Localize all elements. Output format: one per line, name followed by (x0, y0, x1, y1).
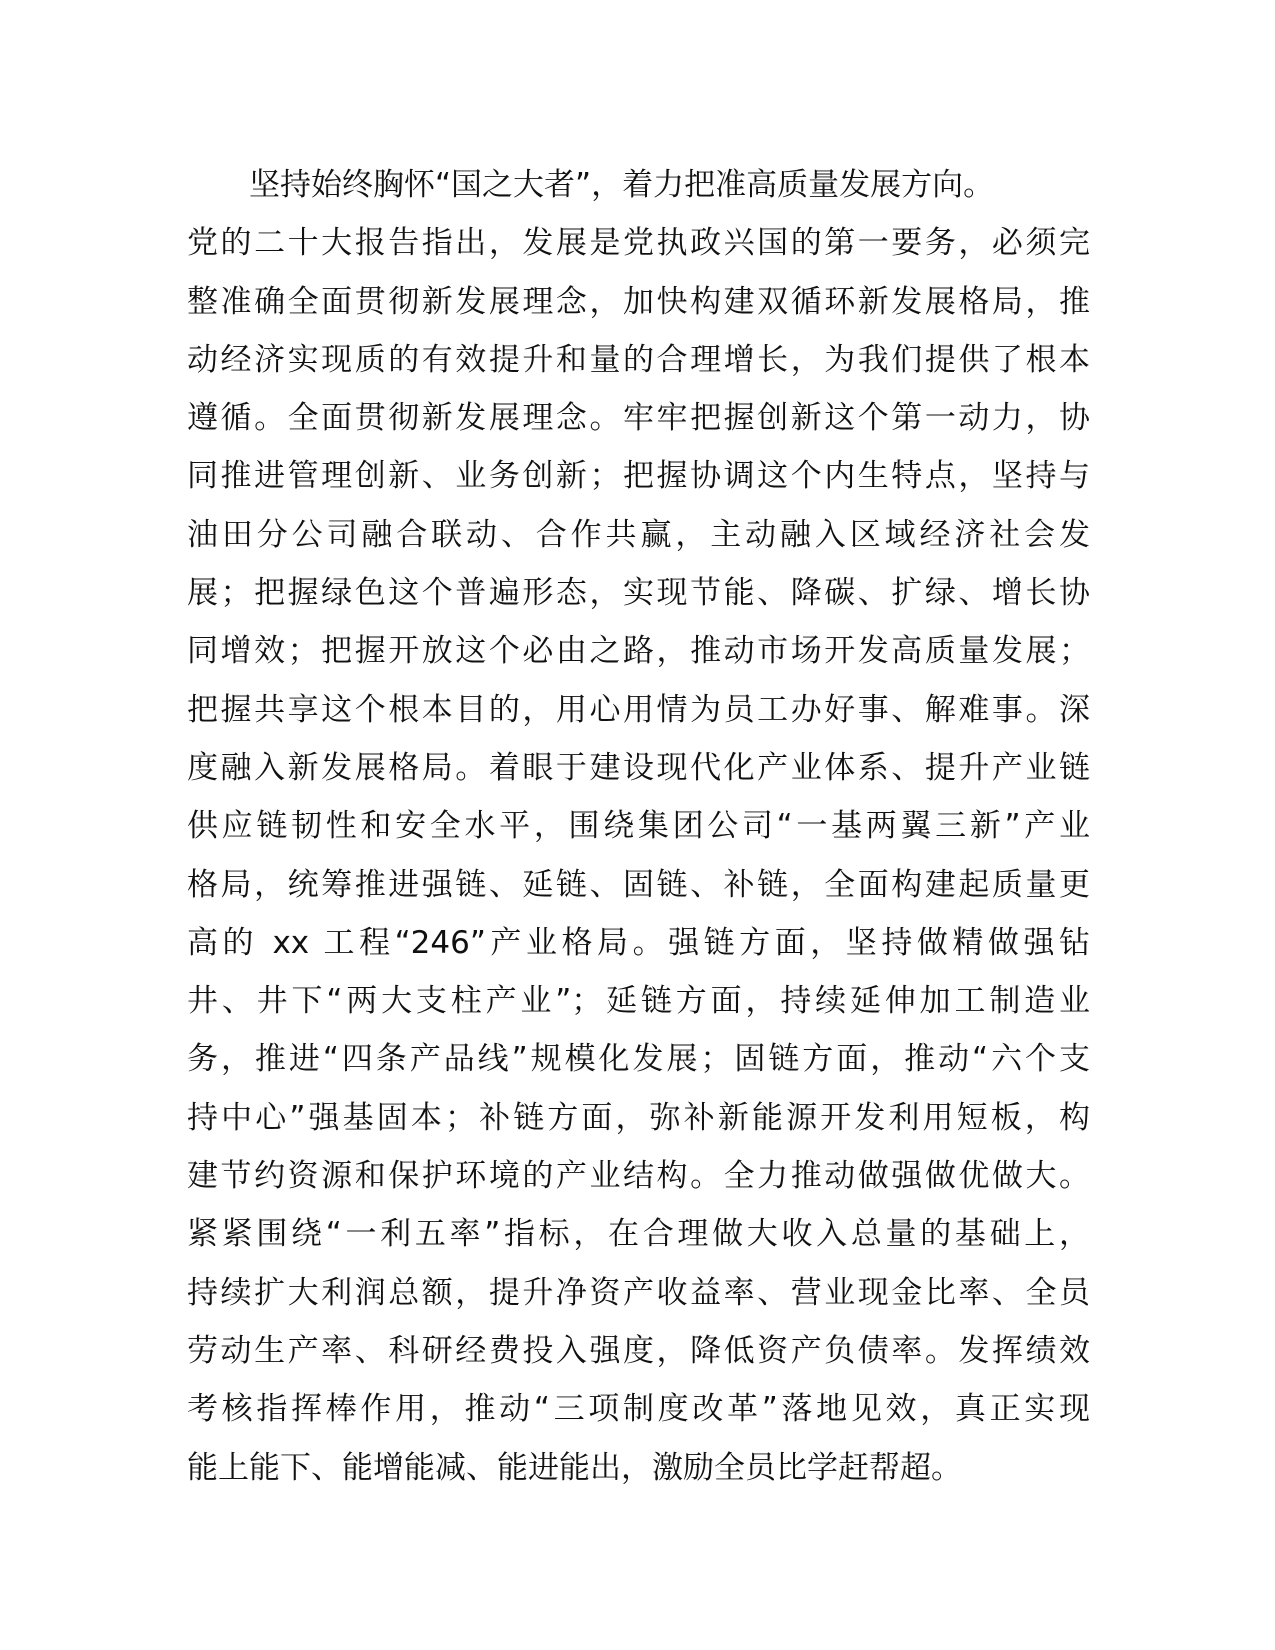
paragraph-line: 高的 xx 工程“246”产业格局。强链方面，坚持做精做强钻 (187, 924, 1090, 961)
paragraph-line: 劳动生产率、科研经费投入强度，降低资产负债率。发挥绩效 (187, 1332, 1090, 1369)
paragraph-line: 遵循。全面贯彻新发展理念。牢牢把握创新这个第一动力，协 (187, 400, 1090, 437)
paragraph-line: 整准确全面贯彻新发展理念，加快构建双循环新发展格局，推 (187, 283, 1090, 320)
paragraph-line: 把握共享这个根本目的，用心用情为员工办好事、解难事。深 (187, 691, 1090, 728)
paragraph-line: 考核指挥棒作用，推动“三项制度改革”落地见效，真正实现 (187, 1391, 1090, 1428)
paragraph-line: 油田分公司融合联动、合作共赢，主动融入区域经济社会发 (187, 516, 1090, 553)
paragraph-line: 度融入新发展格局。着眼于建设现代化产业体系、提升产业链 (187, 749, 1090, 786)
paragraph-line: 务，推进“四条产品线”规模化发展；固链方面，推动“六个支 (187, 1041, 1090, 1078)
paragraph-line: 动经济实现质的有效提升和量的合理增长，为我们提供了根本 (187, 341, 1090, 378)
paragraph-line: 供应链韧性和安全水平，围绕集团公司“一基两翼三新”产业 (187, 808, 1090, 845)
paragraph-line: 能上能下、能增能减、能进能出，激励全员比学赶帮超。 (187, 1449, 962, 1486)
paragraph-line: 坚持始终胸怀“国之大者”，着力把准高质量发展方向。 (187, 167, 995, 203)
paragraph-line: 持续扩大利润总额，提升净资产收益率、营业现金比率、全员 (187, 1274, 1090, 1311)
paragraph-line: 持中心”强基固本；补链方面，弥补新能源开发利用短板，构 (187, 1099, 1090, 1136)
paragraph-line: 建节约资源和保护环境的产业结构。全力推动做强做优做大。 (187, 1158, 1090, 1195)
paragraph-line: 同推进管理创新、业务创新；把握协调这个内生特点，坚持与 (187, 458, 1090, 495)
paragraph-line: 井、井下“两大支柱产业”；延链方面，持续延伸加工制造业 (187, 983, 1090, 1020)
paragraph-line: 党的二十大报告指出，发展是党执政兴国的第一要务，必须完 (187, 225, 1090, 262)
body-paragraph (187, 156, 1090, 1497)
paragraph-line: 紧紧围绕“一利五率”指标，在合理做大收入总量的基础上， (187, 1216, 1090, 1253)
paragraph-line: 同增效；把握开放这个必由之路，推动市场开发高质量发展； (187, 633, 1090, 670)
paragraph-line: 格局，统筹推进强链、延链、固链、补链，全面构建起质量更 (187, 866, 1090, 903)
paragraph-line: 展；把握绿色这个普遍形态，实现节能、降碳、扩绿、增长协 (187, 575, 1090, 612)
